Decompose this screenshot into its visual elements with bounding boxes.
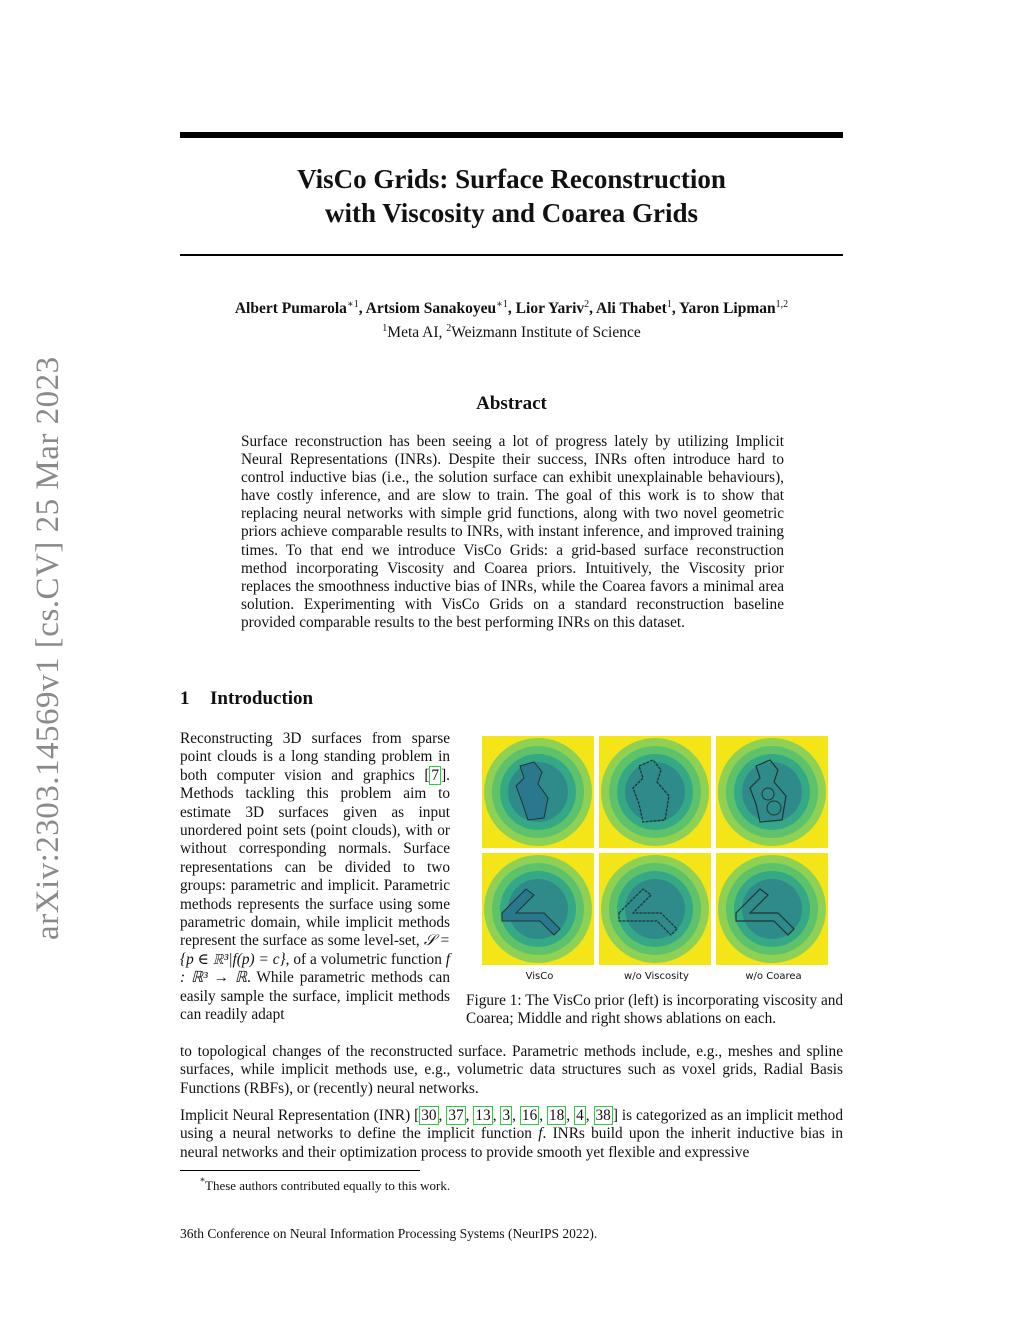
author-name: Artsiom Sanakoyeu [365, 300, 497, 317]
author-sup: ∗1 [346, 298, 359, 310]
author-sup: 1 [666, 298, 672, 310]
inr-paragraph: Implicit Neural Representation (INR) [ 30 , 37 , 13 , 3 , 16 , 18 , 4 , 38 ] is categorized as an implicit method using a neural networks to define the implicit function f. INRs build upon the inherit inductive bias in neural networks and their optimization process to provide smooth yet flexible and expressive [180, 1107, 843, 1161]
author-name: Yaron Lipman [679, 300, 776, 317]
citation-link[interactable]: 4 [576, 1107, 584, 1124]
figure-panel-noviscosity-polygon [599, 853, 711, 965]
author-name: Albert Pumarola [234, 300, 347, 317]
figure-panel-visco-polygon [482, 853, 594, 965]
paper-title [180, 162, 843, 230]
footnote-mark: * [200, 1176, 205, 1188]
intro-text: ]. Methods tackling this problem aim to estimate 3D surfaces given as input unordered point sets (point clouds), with or without corresponding normals. Surface representations can be divided to two groups: parametric and implicit. Parametric methods represents the surface using some parametric domain, while implicit methods represent the surface as some level-set, [180, 766, 450, 950]
figure-1 [482, 736, 828, 966]
section-number: 1 [180, 688, 190, 709]
author-sup: ∗1 [496, 298, 508, 310]
figure-panel-nocoarea-polygon [716, 853, 828, 965]
author-sup: 1,2 [775, 298, 789, 310]
affil-sup-1: 1 [382, 322, 388, 334]
footnote [200, 1178, 450, 1194]
figure-panel-noviscosity-bunny [599, 736, 711, 848]
figure-label-wo-coarea: w/o Coarea [745, 971, 802, 982]
figure-label-visco: VisCo [525, 971, 554, 982]
section-title: Introduction [210, 688, 314, 709]
affiliation-2: Weizmann Institute of Science [451, 324, 641, 341]
math-level-set: 𝒮 = {p ∈ ℝ³|f(p) = c} [180, 932, 450, 968]
affil-sup-2: 2 [446, 322, 452, 334]
citation-link[interactable]: 7 [431, 766, 440, 784]
footnote-rule [180, 1170, 420, 1171]
venue-note: 36th Conference on Neural Information Processing Systems (NeurIPS 2022). [180, 1226, 598, 1241]
intro-text: Reconstructing 3D surfaces from sparse point clouds is a long standing problem in both computer vision and graphics [ [180, 730, 450, 784]
title-bottom-rule [180, 254, 843, 256]
math-function: f : ℝ³ → ℝ [180, 950, 450, 987]
citation-link[interactable]: 3 [502, 1107, 511, 1124]
abstract-heading: Abstract [476, 393, 547, 414]
citation-link[interactable]: 38 [595, 1107, 611, 1124]
citation-link[interactable]: 30 [421, 1107, 437, 1124]
intro-wrapped-column [180, 730, 450, 1025]
title-top-rule [180, 132, 843, 138]
footnote-text: These authors contributed equally to this work. [205, 1178, 451, 1193]
figure-caption: Figure 1: The VisCo prior (left) is incorporating viscosity and Coarea; Middle and right shows ablations on each. [466, 992, 844, 1028]
author-sup: 2 [584, 298, 590, 310]
figure-label-wo-viscosity: w/o Viscosity [624, 971, 689, 982]
title-line-1: VisCo Grids: Surface Reconstruction [297, 164, 726, 194]
intro-continued-paragraph [180, 1043, 843, 1098]
math-function-f: f [538, 1125, 543, 1143]
para-text: ] is categorized as an implicit method using a neural networks to define the implicit function [180, 1107, 843, 1143]
citation-link[interactable]: 18 [549, 1107, 565, 1124]
figure-panel-nocoarea-bunny [716, 736, 828, 848]
intro-text: . While parametric methods can easily sample the surface, implicit methods can readily adapt [180, 969, 450, 1024]
para-text: Implicit Neural Representation (INR) [ [180, 1107, 420, 1124]
intro-text: to topological changes of the reconstructed surface. Parametric methods include, e.g., meshes and spline surfaces, while implicit methods use, e.g., volumetric data structures such as voxel grids, Radial Basis Functions (RBFs), or (recently) neural networks. [180, 1043, 843, 1097]
para-text: . INRs build upon the inherit inductive bias in neural networks and their optimization process to provide smooth yet flexible and expressive [180, 1125, 843, 1161]
title-line-2: with Viscosity and Coarea Grids [324, 198, 699, 228]
section-heading-introduction [180, 688, 313, 710]
author-list: Albert Pumarola$^{∗1}$, Artsiom Sanakoyeu$^{∗1}$, Lior Yariv$^2$, Ali Thabet$^1$, Yaron Lipman$^{1,2}$ [234, 298, 789, 317]
figure-panel-visco-bunny [482, 736, 594, 848]
intro-text: , of a volumetric function [285, 950, 446, 968]
citation-link[interactable]: 37 [448, 1107, 464, 1124]
citation-link[interactable]: 16 [521, 1107, 538, 1124]
abstract-text: Surface reconstruction has been seeing a lot of progress lately by utilizing Implicit Neural Representations (INRs). Despite their success, INRs often introduce hard to control inductive bias (i.e., the solution surface can exhibit unexplainable behaviours), have costly inference, and are slow to train. The goal of this work is to show that replacing neural networks with simple grid functions, along with two novel geometric priors achieve comparable results to INRs, with instant inference, and improved training times. To that end we introduce VisCo Grids: a grid-based surface reconstruction method incorporating Viscosity and Coarea priors. Intuitively, the Viscosity prior replaces the smoothness inductive bias of INRs, while the Coarea favors a minimal area solution. Experimenting with VisCo Grids on a standard reconstruction baseline provided comparable results to the best performing INRs on this dataset. [241, 433, 784, 631]
author-name: Ali Thabet [596, 300, 667, 317]
author-name: Lior Yariv [515, 300, 585, 317]
affiliation-1: Meta AI, [387, 324, 447, 341]
affiliations [180, 322, 843, 344]
citation-link[interactable]: 13 [475, 1107, 491, 1124]
arxiv-stamp: arXiv:2303.14569v1 [cs.CV] 25 Mar 2023 [30, 356, 66, 940]
